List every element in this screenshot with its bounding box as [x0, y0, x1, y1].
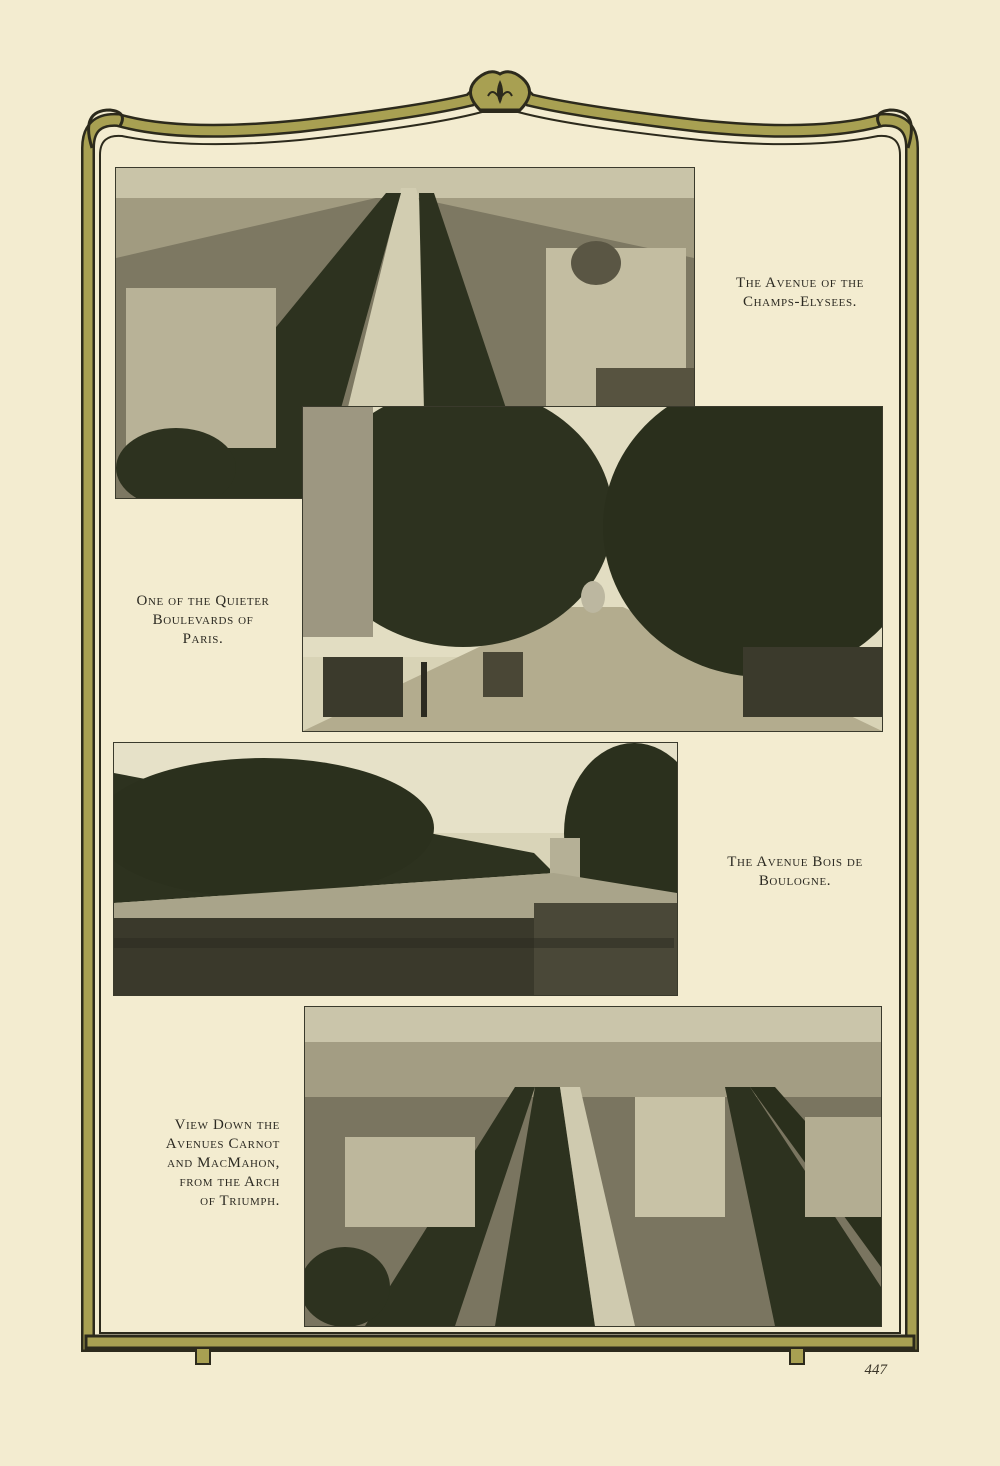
caption-line: Paris.: [182, 631, 224, 647]
caption-line: Champs-Elysees.: [742, 294, 858, 310]
photo-carnot-macmahon: [305, 1007, 881, 1326]
photo-quieter-boulevard: [303, 407, 882, 731]
caption-line: Boulevards of: [152, 612, 254, 628]
caption-line: The Avenue of the: [736, 275, 864, 291]
photo-bois-de-boulogne: [114, 743, 677, 995]
caption-line: Avenues Carnot: [165, 1136, 280, 1152]
page-number: 447: [864, 1362, 887, 1378]
caption-line: View Down the: [174, 1117, 280, 1133]
caption-bois-de-boulogne: [690, 853, 900, 891]
caption-line: from the Arch: [179, 1174, 280, 1190]
caption-quieter-boulevard: [108, 592, 298, 649]
caption-line: and MacMahon,: [167, 1155, 280, 1171]
caption-champs-elysees: [702, 274, 898, 312]
fleur-de-lis-icon: [470, 72, 529, 110]
caption-carnot-macmahon: [100, 1116, 280, 1211]
caption-line: One of the Quieter: [136, 593, 270, 609]
caption-line: Boulogne.: [758, 873, 832, 889]
caption-line: of Triumph.: [200, 1193, 280, 1209]
caption-line: The Avenue Bois de: [727, 854, 863, 870]
